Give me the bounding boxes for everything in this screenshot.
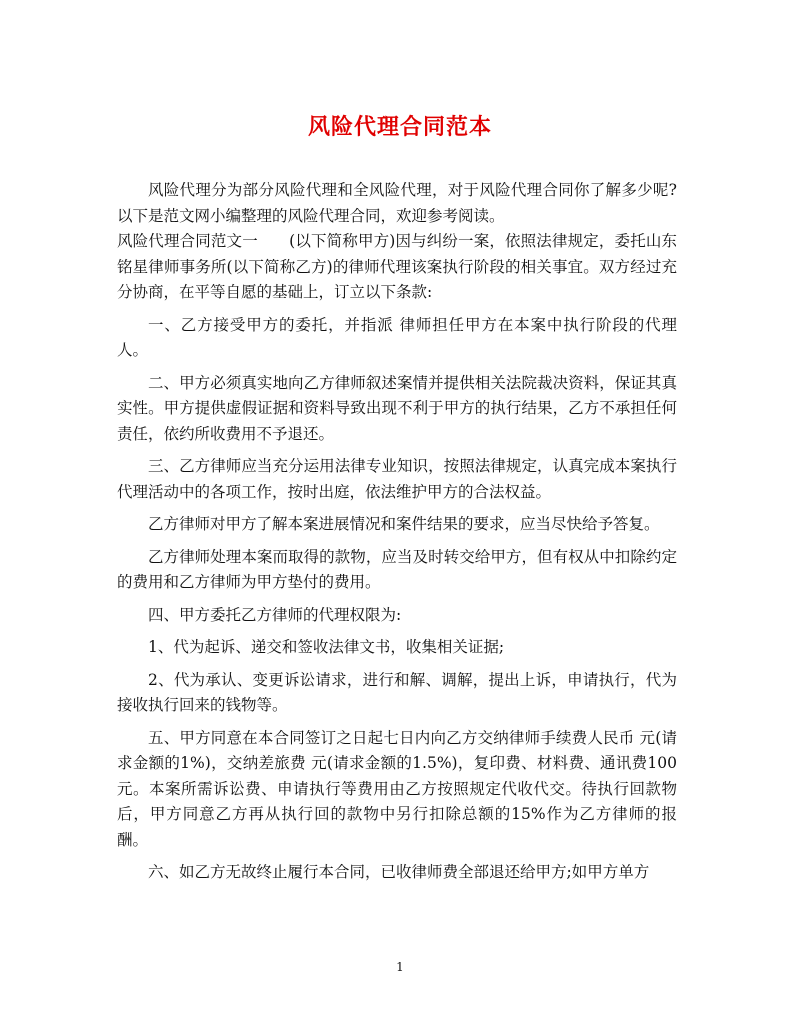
paragraph-clause-5: 五、甲方同意在本合同签订之日起七日内向乙方交纳律师手续费人民币 元(请求金额的1%)，交纳差旅费 元(请求金额的1.5%)，复印费、材料费、通讯费100元。本案所需诉讼费、申请执行等费用由乙方按照规定代收代交。待执行回款物后，甲方同意乙方再从执行回的款物中另行扣除总额的15%作为乙方律师的报酬。 <box>117 728 677 849</box>
paragraph-clause-4: 四、甲方委托乙方律师的代理权限为: <box>148 605 402 624</box>
paragraph-clause-3-reply: 乙方律师对甲方了解本案进展情况和案件结果的要求，应当尽快给予答复。 <box>148 515 660 533</box>
page-number: 1 <box>396 960 404 974</box>
paragraph-preamble: 风险代理合同范文一 (以下简称甲方)因与纠纷一案，依照法律规定，委托山东铭星律师事务所(以下简称乙方)的律师代理该案执行阶段的相关事宜。双方经过充分协商，在平等自愿的基础上，订立以下条款: <box>117 232 677 301</box>
paragraph-clause-3: 三、乙方律师应当充分运用法律专业知识，按照法律规定，认真完成本案执行代理活动中的各项工作，按时出庭，依法维护甲方的合法权益。 <box>117 457 677 501</box>
paragraph-clause-4-item-2: 2、代为承认、变更诉讼请求，进行和解、调解，提出上诉，申请执行，代为接收执行回来的钱物等。 <box>117 670 677 714</box>
paragraph-clause-1: 一、乙方接受甲方的委托，并指派 律师担任甲方在本案中执行阶段的代理人。 <box>117 315 677 359</box>
paragraph-clause-3-funds: 乙方律师处理本案而取得的款物，应当及时转交给甲方，但有权从中扣除约定的费用和乙方律师为甲方垫付的费用。 <box>117 547 677 591</box>
paragraph-clause-6: 六、如乙方无故终止履行本合同，已收律师费全部退还给甲方;如甲方单方 <box>148 863 650 881</box>
intro-paragraph: 风险代理分为部分风险代理和全风险代理，对于风险代理合同你了解多少呢?以下是范文网小编整理的风险代理合同，欢迎参考阅读。 <box>117 181 677 225</box>
paragraph-clause-4-item-1: 1、代为起诉、递交和签收法律文书，收集相关证据; <box>148 638 505 656</box>
document-body <box>117 178 677 893</box>
document-title: 风险代理合同范本 <box>307 114 492 140</box>
paragraph-clause-2: 二、甲方必须真实地向乙方律师叙述案情并提供相关法院裁决资料，保证其真实性。甲方提供虚假证据和资料导致出现不利于甲方的执行结果，乙方不承担任何责任，依约所收费用不予退还。 <box>117 373 677 443</box>
